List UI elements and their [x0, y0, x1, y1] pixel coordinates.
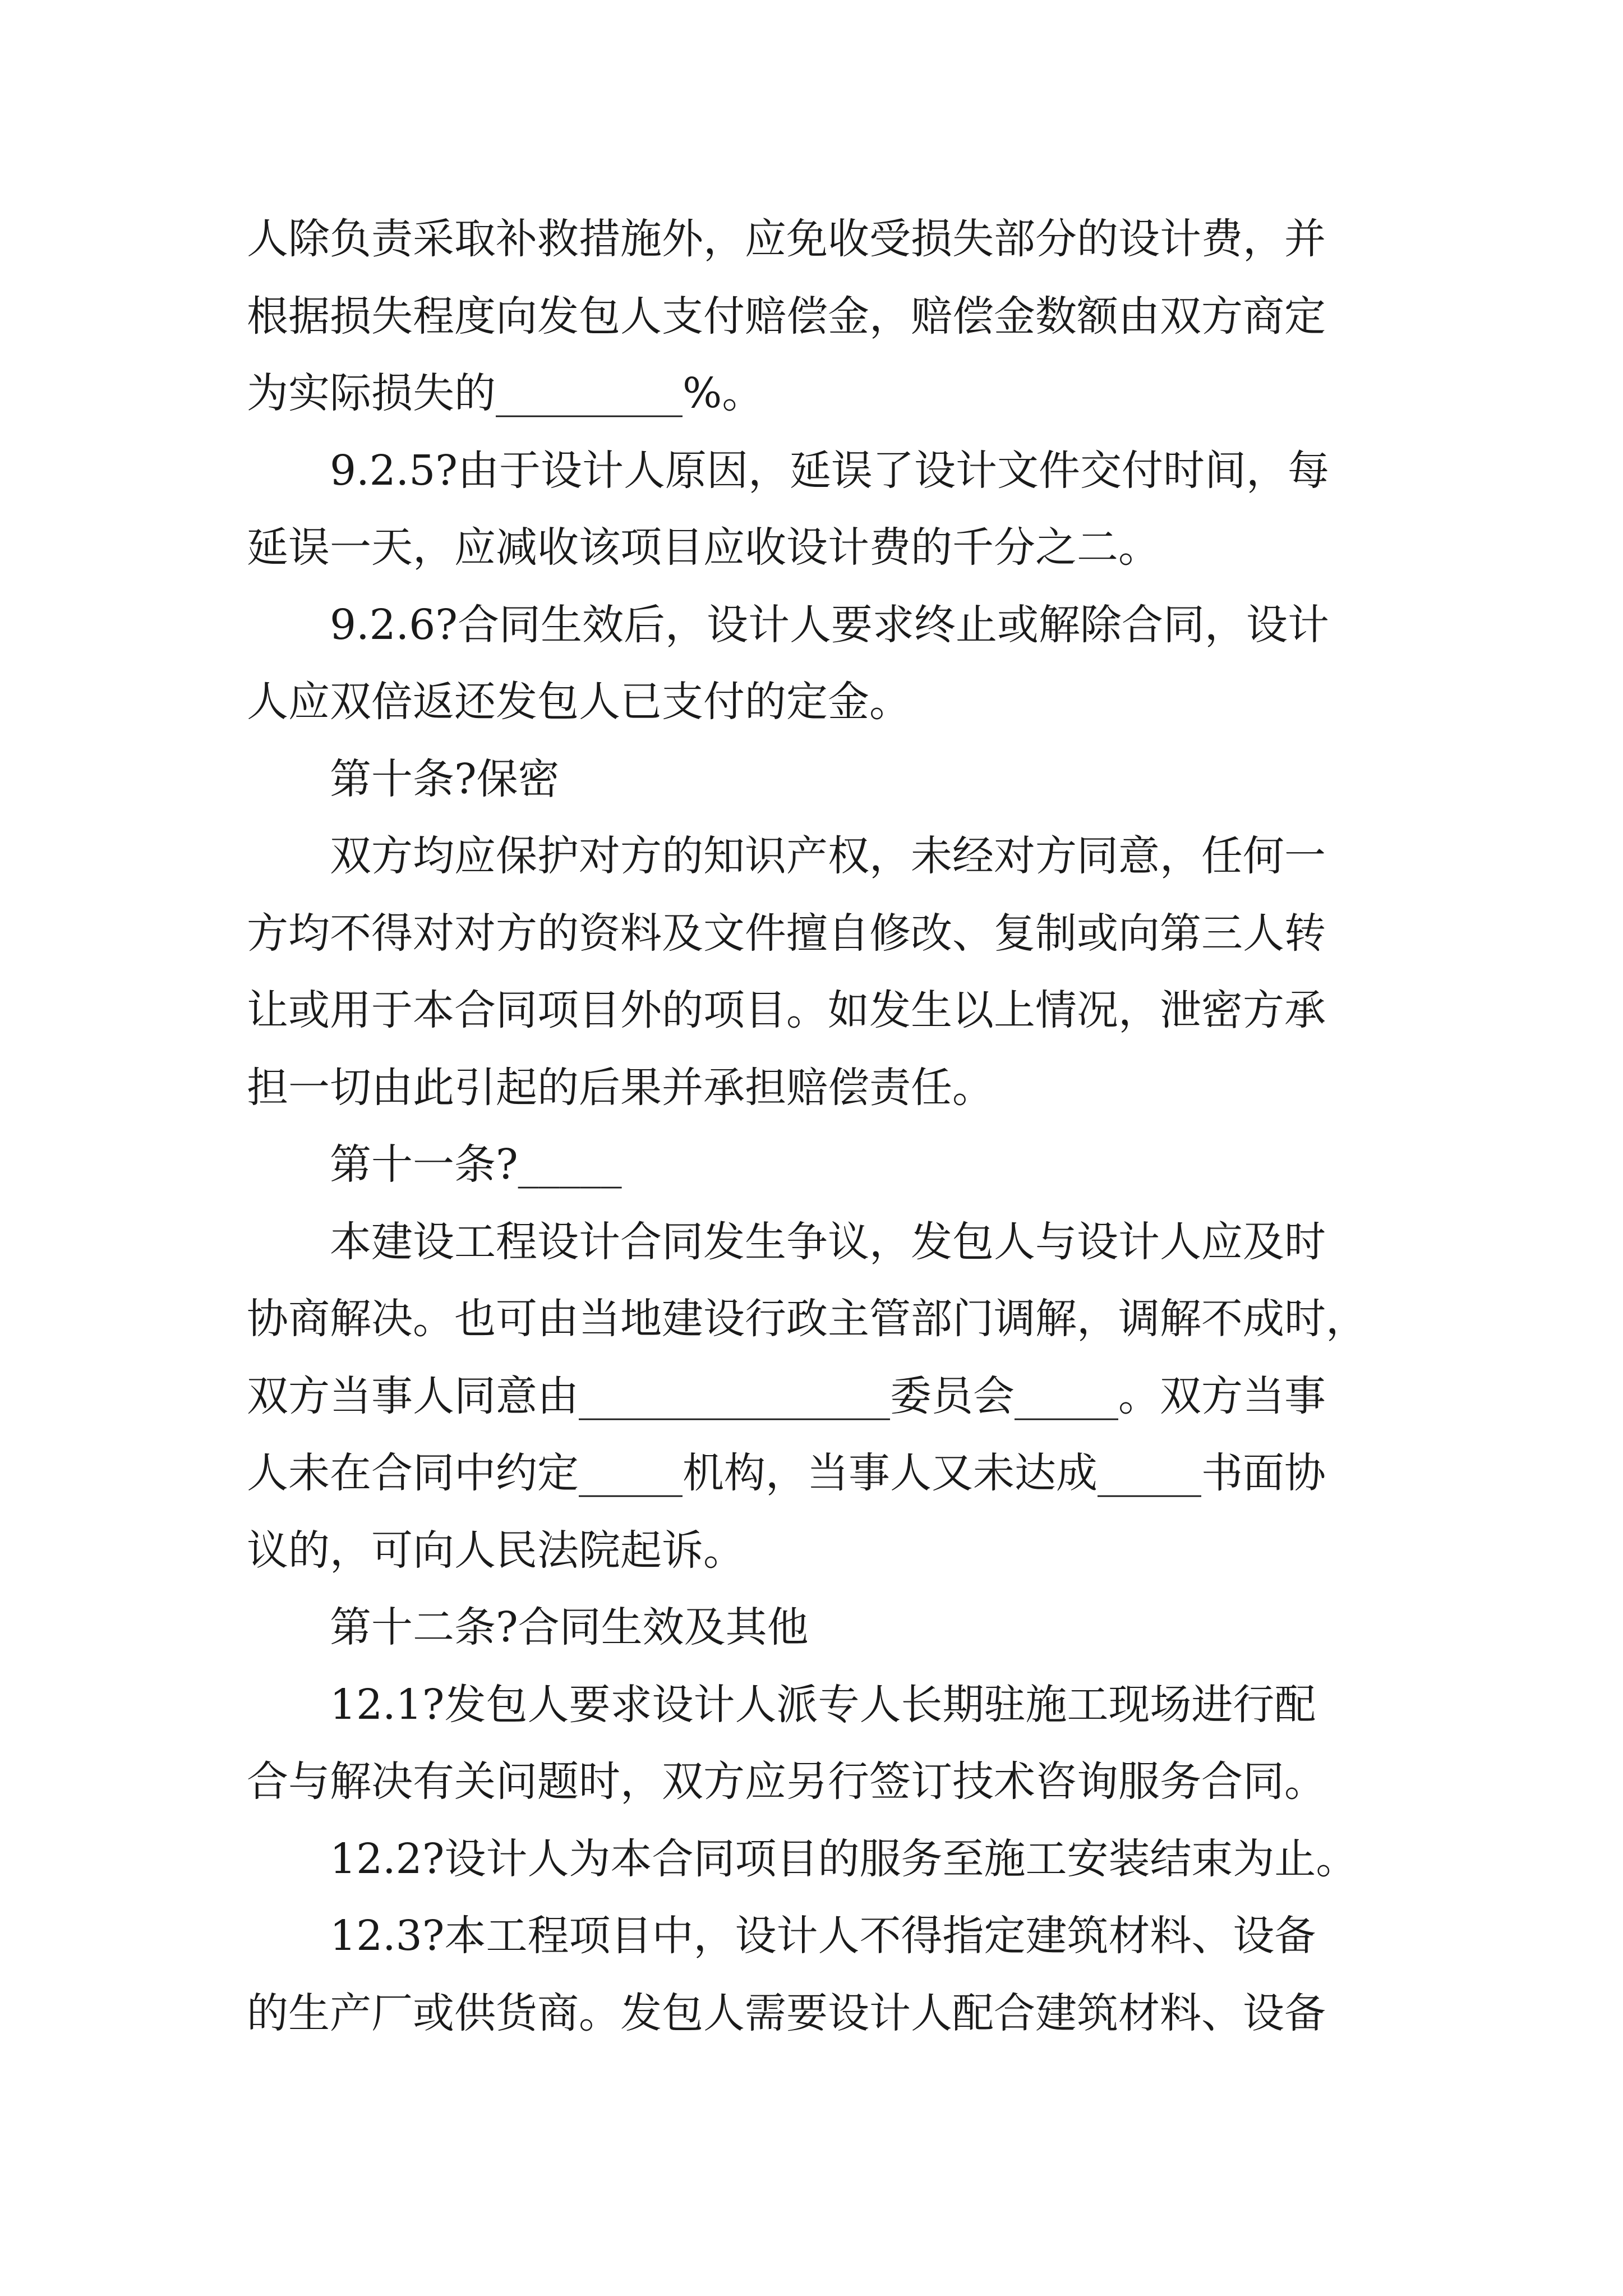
- section-heading-10: 第十条?保密: [330, 754, 560, 803]
- text-line: 让或用于本合同项目外的项目。如发生以上情况，泄密方承: [247, 986, 1326, 1034]
- text-line: 本建设工程设计合同发生争议，发包人与设计人应及时: [330, 1217, 1326, 1266]
- text-line: 双方均应保护对方的知识产权，未经对方同意，任何一: [330, 832, 1326, 880]
- text-line: 双方当事人同意由_______________委员会_____。双方当事: [247, 1372, 1326, 1420]
- document-body: [247, 201, 1396, 2052]
- text-line: 议的，可向人民法院起诉。: [247, 1526, 745, 1575]
- text-line: 协商解决。也可由当地建设行政主管部门调解，调解不成时，: [247, 1295, 1367, 1343]
- clause-12-1: 12.1?发包人要求设计人派专人长期驻施工现场进行配: [330, 1680, 1316, 1729]
- text-line: 为实际损失的_________%。: [247, 369, 764, 417]
- text-line: 人应双倍返还发包人已支付的定金。: [247, 678, 911, 726]
- text-line: 人除负责采取补救措施外，应免收受损失部分的设计费，并: [247, 215, 1326, 263]
- text-line: 担一切由此引起的后果并承担赔偿责任。: [247, 1063, 994, 1112]
- text-line: 的生产厂或供货商。发包人需要设计人配合建筑材料、设备: [247, 1989, 1326, 2037]
- clause-9-2-5: 9.2.5?由于设计人原因，延误了设计文件交付时间，每: [330, 446, 1329, 495]
- text-line: 根据损失程度向发包人支付赔偿金，赔偿金数额由双方商定: [247, 292, 1326, 341]
- section-heading-12: 第十二条?合同生效及其他: [330, 1603, 809, 1651]
- text-line: 人未在合同中约定_____机构，当事人又未达成_____书面协: [247, 1449, 1326, 1497]
- section-heading-11: 第十一条?_____: [330, 1140, 622, 1189]
- text-line: 延误一天，应减收该项目应收设计费的千分之二。: [247, 523, 1160, 572]
- text-line: 合与解决有关问题时，双方应另行签订技术咨询服务合同。: [247, 1757, 1326, 1806]
- clause-12-3: 12.3?本工程项目中，设计人不得指定建筑材料、设备: [330, 1912, 1316, 1960]
- clause-9-2-6: 9.2.6?合同生效后，设计人要求终止或解除合同，设计: [330, 600, 1329, 649]
- clause-12-2: 12.2?设计人为本合同项目的服务至施工安装结束为止。: [330, 1834, 1358, 1883]
- text-line: 方均不得对对方的资料及文件擅自修改、复制或向第三人转: [247, 909, 1326, 958]
